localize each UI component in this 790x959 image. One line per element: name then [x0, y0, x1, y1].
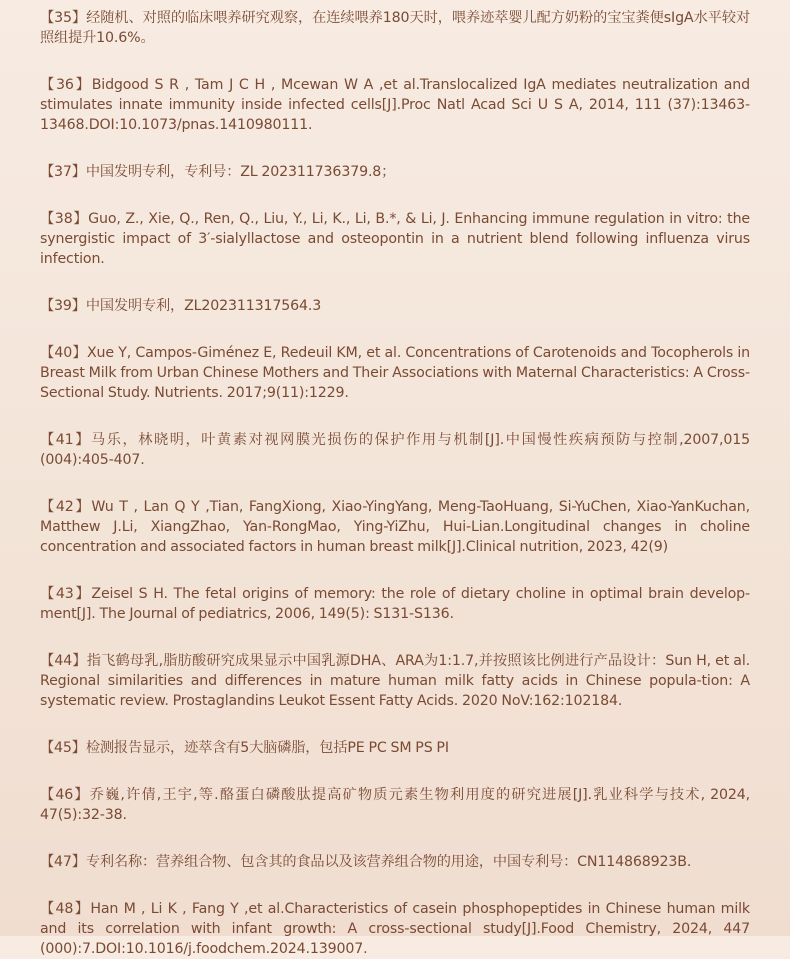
reference-48-text: 【48】Han M , Li K , Fang Y ,et al.Characteristics of casein phosphopeptides in Chinese human milk and its correlation with infant growth: A cross-sectional study[J].Food Chemistry, 2024, 447 (000):7.DOI:10.1016/j.foodchem.2024.139007.: [40, 901, 750, 957]
reference-43: [40, 584, 750, 624]
reference-42: [40, 497, 750, 557]
reference-46: [40, 785, 750, 825]
reference-44-text: 【44】指飞鹤母乳,脂肪酸研究成果显示中国乳源DHA、ARA为1:1.7,并按照该比例进行产品设计：Sun H, et al. Regional similarities and differences in mature human milk fatty acids in Chinese popula-tion: A systematic review. Prostaglandins Leukot Essent Fatty Acids. 2020 NoV:162:102184.: [40, 653, 750, 709]
reference-40-text: 【40】Xue Y, Campos-Giménez E, Redeuil KM, et al. Concentrations of Carotenoids and Tocopherols in Breast Milk from Urban Chinese Mothers and Their Associations with Maternal Characteristics: A Cross-Sectional Study. Nutrients. 2017;9(11):1229.: [40, 345, 750, 401]
reference-45-text: 【45】检测报告显示，迹萃含有5大脑磷脂，包括PE PC SM PS PI: [40, 740, 449, 756]
reference-38: [40, 209, 750, 269]
reference-38-text: 【38】Guo, Z., Xie, Q., Ren, Q., Liu, Y., Li, K., Li, B.*, & Li, J. Enhancing immune regulation in vitro: the synergistic impact of 3′-sialyllactose and osteopontin in a nutrient blend following influenza virus infection.: [40, 211, 750, 267]
reference-46-text: 【46】乔巍,许倩,王宇,等.酪蛋白磷酸肽提高矿物质元素生物利用度的研究进展[J].乳业科学与技术, 2024, 47(5):32-38.: [40, 787, 750, 823]
reference-48: [40, 899, 750, 959]
reference-37: [40, 162, 750, 182]
reference-42-text: 【42】Wu T , Lan Q Y ,Tian, FangXiong, Xiao-YingYang, Meng-TaoHuang, Si-YuChen, Xiao-YanKuchan, Matthew J.Li, XiangZhao, Yan-RongMao, Ying-YiZhu, Hui-Lian.Longitudinal changes in choline concentration and associated factors in human breast milk[J].Clinical nutrition, 2023, 42(9): [40, 499, 750, 555]
reference-40: [40, 343, 750, 403]
reference-44: [40, 651, 750, 711]
reference-39-text: 【39】中国发明专利，ZL202311317564.3: [40, 298, 322, 314]
reference-47-text: 【47】专利名称：营养组合物、包含其的食品以及该营养组合物的用途，中国专利号：CN114868923B.: [40, 854, 692, 870]
reference-39: [40, 296, 750, 316]
reference-37-text: 【37】中国发明专利，专利号：ZL 202311736379.8；: [40, 164, 396, 180]
reference-36: [40, 75, 750, 135]
reference-35: [40, 8, 750, 48]
reference-41-text: 【41】马乐，林晓明，叶黄素对视网膜光损伤的保护作用与机制[J].中国慢性疾病预防与控制,2007,015 (004):405-407.: [40, 432, 750, 468]
reference-36-text: 【36】Bidgood S R , Tam J C H , Mcewan W A ,et al.Translocalized IgA mediates neutralization and stimulates innate immunity inside infected cells[J].Proc Natl Acad Sci U S A, 2014, 111 (37):13463-13468.DOI:10.1073/pnas.1410980111.: [40, 77, 750, 133]
reference-43-text: 【43】Zeisel S H. The fetal origins of memory: the role of dietary choline in optimal brain develop-ment[J]. The Journal of pediatrics, 2006, 149(5): S131-S136.: [40, 586, 750, 622]
reference-45: [40, 738, 750, 758]
reference-41: [40, 430, 750, 470]
reference-47: [40, 852, 750, 872]
reference-35-text: 【35】经随机、对照的临床喂养研究观察，在连续喂养180天时，喂养迹萃婴儿配方奶粉的宝宝粪便sIgA水平较对照组提升10.6%。: [40, 10, 750, 46]
